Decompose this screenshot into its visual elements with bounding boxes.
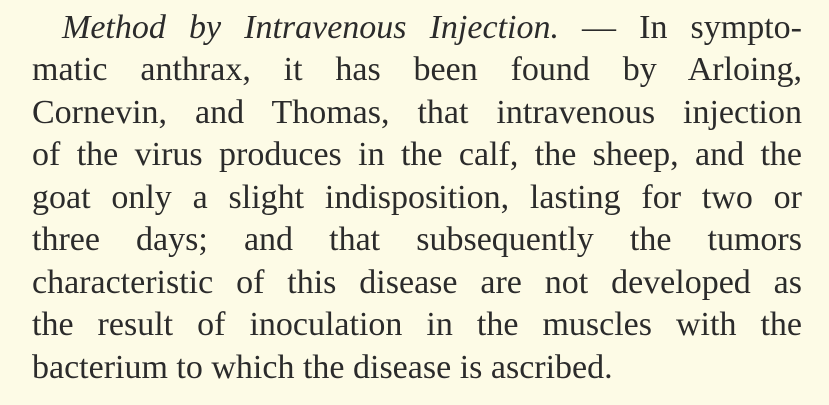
text-line-1 [62, 10, 802, 46]
line-1-text: In sympto- [639, 9, 802, 46]
text-line-3: Cornevin, and Thomas, that intravenous injection [32, 94, 802, 131]
paragraph-heading: Method by Intravenous Injection. [62, 9, 559, 46]
text-line-9: bacterium to which the disease is ascribed. [32, 349, 613, 386]
text-line-7: characteristic of this disease are not developed as [32, 264, 802, 301]
text-line-5: goat only a slight indisposition, lasting for two or [32, 179, 802, 216]
heading-dash: — [558, 9, 640, 46]
text-line-2: matic anthrax, it has been found by Arloing, [32, 51, 802, 88]
text-line-6: three days; and that subsequently the tumors [32, 221, 802, 258]
text-line-4: of the virus produces in the calf, the sheep, and the [32, 136, 802, 173]
text-line-8: the result of inoculation in the muscles with the [32, 306, 802, 343]
